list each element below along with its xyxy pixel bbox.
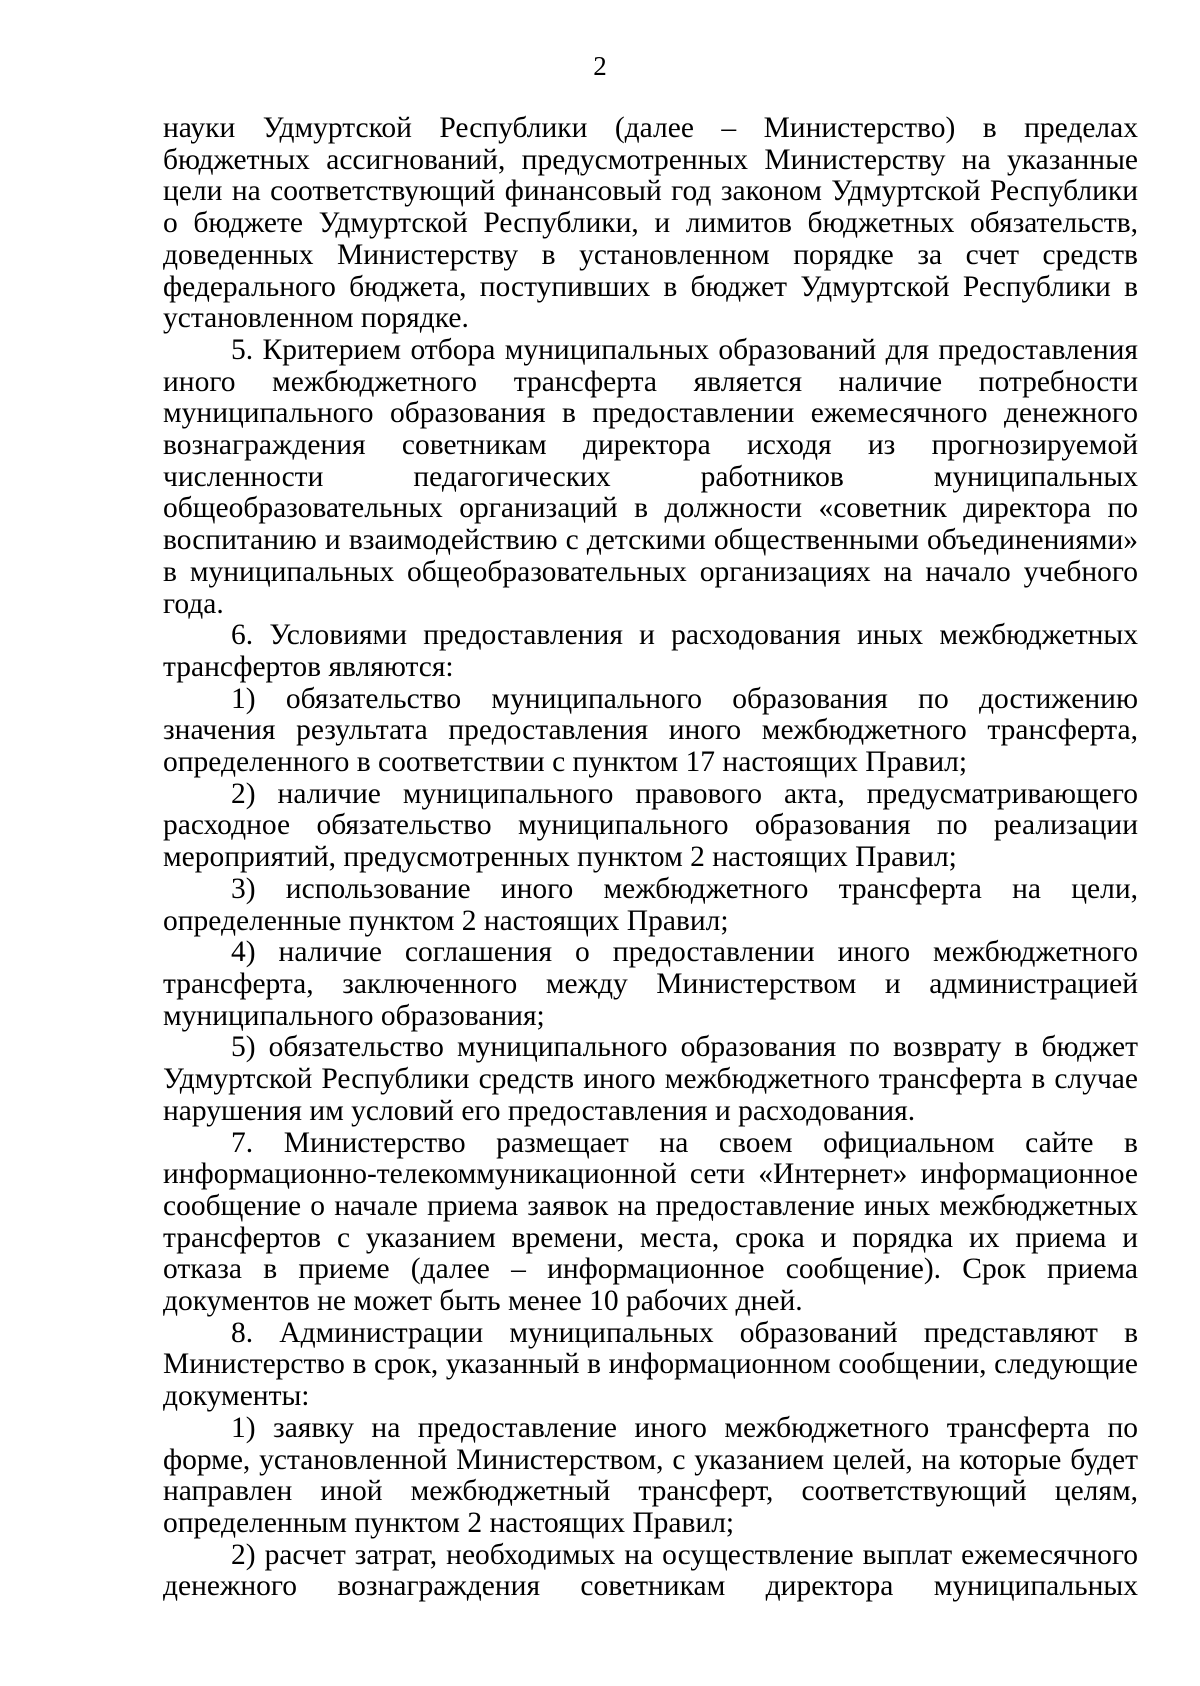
paragraph-item-6-2: 2) наличие муниципального правового акта, предусматривающего расходное обязательство муниципального образования по реализации мероприятий, предусмотренных пунктом 2 настоящих Правил; [163, 777, 1138, 874]
paragraph-item-6-3: 3) использование иного межбюджетного трансферта на цели, определенные пунктом 2 настоящих Правил; [163, 872, 1138, 937]
paragraph-intro: науки Удмуртской Республики (далее – Министерство) в пределах бюджетных ассигнований, предусмотренных Министерству на указанные цели на соответствующий финансовый год законом Удмуртской Республики о бюджете Удмуртской Республики, и лимитов бюджетных обязательств, доведенных Министерству в установленном порядке за счет средств федерального бюджета, поступивших в бюджет Удмуртской Республики в установленном порядке. [163, 112, 1138, 335]
paragraph-item-8-2: 2) расчет затрат, необходимых на осуществление выплат ежемесячного денежного вознаграждения советникам директора муниципальных [163, 1538, 1138, 1603]
paragraph-item-6-1: 1) обязательство муниципального образования по достижению значения результата предоставления иного межбюджетного трансферта, определенного в соответствии с пунктом 17 настоящих Правил; [163, 682, 1138, 779]
paragraph-item-8: 8. Администрации муниципальных образований представляют в Министерство в срок, указанный в информационном сообщении, следующие документы: [163, 1316, 1138, 1413]
paragraph-item-6-4: 4) наличие соглашения о предоставлении иного межбюджетного трансферта, заключенного между Министерством и администрацией муниципального образования; [163, 936, 1138, 1032]
paragraph-item-6: 6. Условиями предоставления и расходования иных межбюджетных трансфертов являются: [163, 619, 1138, 683]
document-body [163, 113, 1138, 1603]
paragraph-item-5: 5. Критерием отбора муниципальных образований для предоставления иного межбюджетного трансферта является наличие потребности муниципального образования в предоставлении ежемесячного денежного вознаграждения советникам директора исходя из прогнозируемой численности педагогических работников муниципальных общеобразовательных организаций в должности «советник директора по воспитанию и взаимодействию с детскими общественными объединениями» в муниципальных общеобразовательных организациях на начало учебного года. [163, 333, 1138, 620]
paragraph-item-7: 7. Министерство размещает на своем официальном сайте в информационно-телекоммуникационной сети «Интернет» информационное сообщение о начале приема заявок на предоставление иных межбюджетных трансфертов с указанием времени, места, срока и порядка их приема и отказа в приеме (далее – информационное сообщение). Срок приема документов не может быть менее 10 рабочих дней. [163, 1126, 1138, 1318]
paragraph-item-6-5: 5) обязательство муниципального образования по возврату в бюджет Удмуртской Республики средств иного межбюджетного трансферта в случае нарушения им условий его предоставления и расходования. [163, 1031, 1138, 1127]
page-number: 2 [593, 51, 607, 81]
paragraph-item-8-1: 1) заявку на предоставление иного межбюджетного трансферта по форме, установленной Министерством, с указанием целей, на которые будет направлен иной межбюджетный трансферт, соответствующий целям, определенным пунктом 2 настоящих Правил; [163, 1411, 1138, 1539]
